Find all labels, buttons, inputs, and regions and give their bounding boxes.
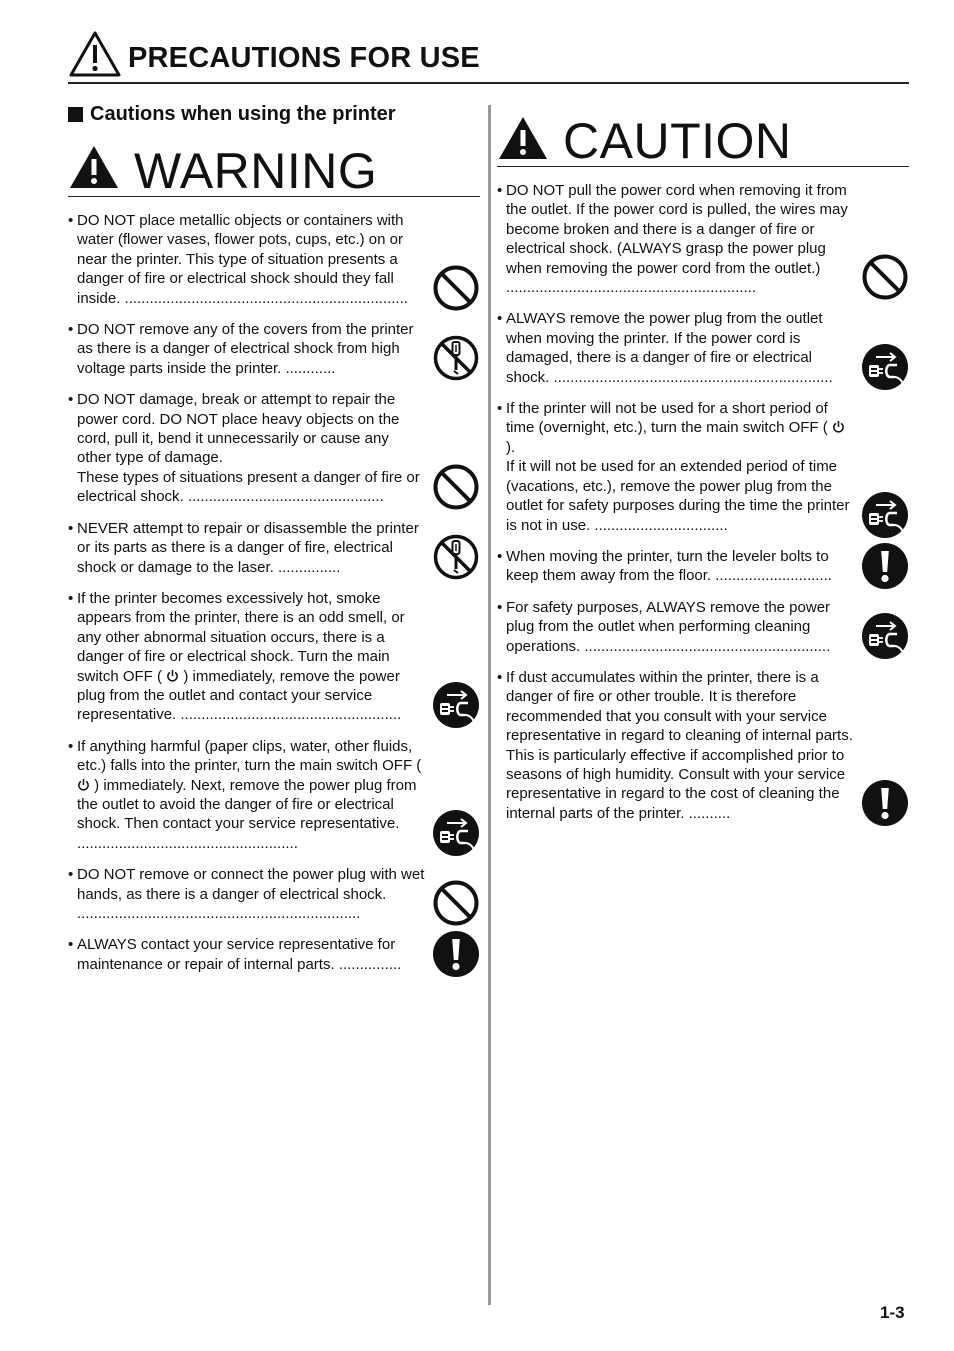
no-disassembly-icon — [432, 533, 480, 581]
caution-column — [497, 100, 909, 835]
page-header — [68, 30, 909, 84]
no-disassembly-icon — [432, 334, 480, 382]
list-item: • If the printer becomes excessively hot, smoke appears from the printer, there is an odd smell, or any other abnormal situation occurs, there is a danger of fire or electrical shock. Turn the main switch OFF ( ) immediately, remove the power plug from the outlet and contact your service representative. ..................................................... — [68, 589, 480, 725]
list-item: • DO NOT pull the power cord when removing it from the outlet. If the power cord is pulled, the wires may become broken and there is a danger of fire or electrical shock. (ALWAYS grasp the power plug when removing the power cord from the outlet.) ............................................................ — [497, 181, 909, 297]
warning-column — [68, 100, 480, 986]
page-title: PRECAUTIONS FOR USE — [128, 42, 480, 74]
mandatory-icon — [861, 542, 909, 590]
prohibition-icon — [432, 463, 480, 511]
list-item: • DO NOT remove or connect the power plug with wet hands, as there is a danger of electrical shock. .................................................................... — [68, 865, 480, 923]
caution-heading: CAUTION — [497, 100, 909, 167]
list-item: • DO NOT damage, break or attempt to repair the power cord. DO NOT place heavy objects on the cord, pull it, bend it unnecessarily or cause any other type of damage. These types of situations present a danger of fire or electrical shock. ............................................... — [68, 390, 480, 506]
warning-triangle-icon — [68, 144, 120, 190]
mandatory-icon — [861, 779, 909, 827]
list-item: • If the printer will not be used for a short period of time (overnight, etc.), turn the main switch OFF ( ). If it will not be used for an extended period of time (vacations, etc.), remove the power plug from the outlet for safety purposes during the time the printer is not in use. ................................ — [497, 399, 909, 535]
list-item: • If dust accumulates within the printer, there is a danger of fire or other trouble. It is therefore recommended that you consult with your service representative in regard to cleaning of internal parts. This is particularly effective if accomplished prior to seasons of high humidity. Consult with your service representative in regard to the cost of cleaning the internal parts of the printer. .......... — [497, 668, 909, 823]
list-item: • NEVER attempt to repair or disassemble the printer or its parts as there is a danger of fire, electrical shock or damage to the laser. ............... — [68, 519, 480, 577]
warning-triangle-outline-icon — [68, 30, 122, 78]
caution-triangle-icon — [497, 115, 549, 161]
power-off-icon — [77, 778, 90, 791]
column-divider — [488, 105, 491, 1305]
unplug-icon — [861, 343, 909, 391]
warning-heading: WARNING — [68, 132, 480, 197]
power-off-icon — [832, 420, 845, 433]
list-item: • If anything harmful (paper clips, water, other fluids, etc.) falls into the printer, turn the main switch OFF ( ) immediately. Next, remove the power plug from the outlet to avoid the danger of fire or electrical shock. Then contact your service representative. ..................................................... — [68, 737, 480, 853]
unplug-icon — [432, 681, 480, 729]
section-subtitle: Cautions when using the printer — [68, 100, 480, 128]
list-item: • ALWAYS remove the power plug from the outlet when moving the printer. If the power cord is damaged, there is a danger of fire or electrical shock. ................................................................... — [497, 309, 909, 387]
square-bullet-icon — [68, 107, 83, 122]
list-item: • DO NOT remove any of the covers from the printer as there is a danger of electrical shock from high voltage parts inside the printer. ............ — [68, 320, 480, 378]
power-off-icon — [166, 669, 179, 682]
page-number: 1-3 — [880, 1303, 905, 1322]
list-item: • When moving the printer, turn the leveler bolts to keep them away from the floor. ............................ — [497, 547, 909, 586]
list-item: • DO NOT place metallic objects or containers with water (flower vases, flower pots, cups, etc.) on or near the printer. This type of situation presents a danger of fire or electrical shock should they fall inside. .................................................................... — [68, 211, 480, 308]
prohibition-icon — [432, 264, 480, 312]
list-item: • ALWAYS contact your service representative for maintenance or repair of internal parts. ............... — [68, 935, 480, 974]
unplug-icon — [861, 612, 909, 660]
prohibition-icon — [432, 879, 480, 927]
mandatory-icon — [432, 930, 480, 978]
list-item: • For safety purposes, ALWAYS remove the power plug from the outlet when performing cleaning operations. ........................................................... — [497, 598, 909, 656]
unplug-icon — [861, 491, 909, 539]
prohibition-icon — [861, 253, 909, 301]
unplug-icon — [432, 809, 480, 857]
